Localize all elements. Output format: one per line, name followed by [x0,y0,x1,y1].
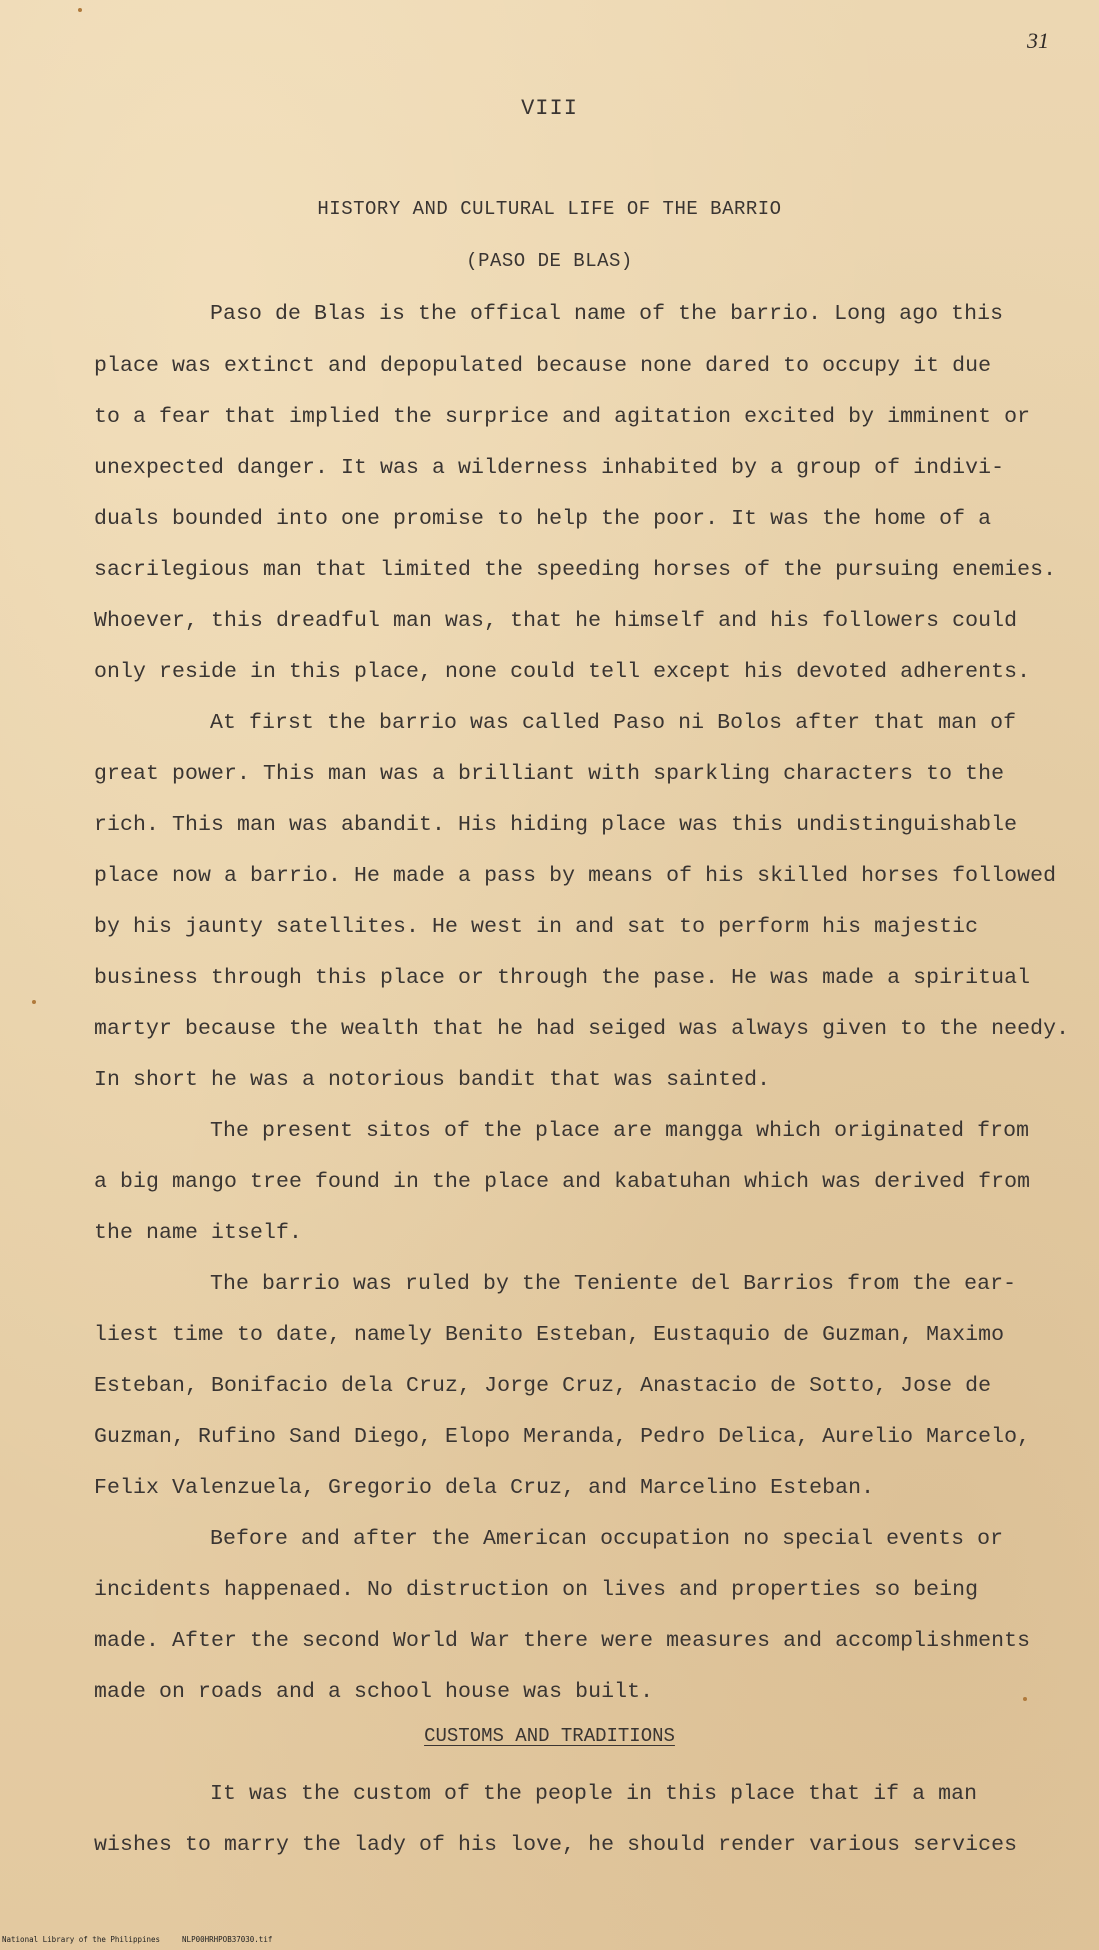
paper-speck [78,8,82,12]
footer-library: National Library of the Philippines [2,1935,161,1944]
section-heading-text: CUSTOMS AND TRADITIONS [424,1725,675,1747]
text-line: At first the barrio was called Paso ni Bolos after that man of [210,711,1017,735]
text-line: The present sitos of the place are mangga which originated from [210,1119,1030,1143]
text-line: made on roads and a school house was built. [94,1680,654,1704]
text-line: only reside in this place, none could tell except his devoted adherents. [94,660,1031,684]
text-line: liest time to date, namely Benito Esteban, Eustaquio de Guzman, Maximo [94,1323,1005,1347]
text-line: rich. This man was abandit. His hiding place was this undistinguishable [94,813,1018,837]
paper-speck [32,1000,36,1004]
text-line: unexpected danger. It was a wilderness inhabited by a group of indivi- [94,456,1005,480]
text-line: Before and after the American occupation no special events or [210,1527,1004,1551]
text-line: a big mango tree found in the place and kabatuhan which was derived from [94,1170,1031,1194]
page-number: 31 [1027,28,1049,53]
paper-speck [1023,1697,1027,1701]
section-heading [0,1725,1099,1747]
text-line: Whoever, this dreadful man was, that he himself and his followers could [94,609,1018,633]
text-line: The barrio was ruled by the Teniente del Barrios from the ear- [210,1272,1017,1296]
text-line: Esteban, Bonifacio dela Cruz, Jorge Cruz, Anastacio de Sotto, Jose de [94,1374,992,1398]
text-line: duals bounded into one promise to help the poor. It was the home of a [94,507,992,531]
page-title: HISTORY AND CULTURAL LIFE OF THE BARRIO [317,198,782,220]
text-line: business through this place or through the pase. He was made a spiritual [94,966,1031,990]
text-line: made. After the second World War there were measures and accomplishments [94,1629,1031,1653]
text-line: It was the custom of the people in this place that if a man [210,1782,978,1806]
text-line: martyr because the wealth that he had seiged was always given to the needy. [94,1017,1070,1041]
page-subtitle: (PASO DE BLAS) [466,250,633,272]
text-line: place now a barrio. He made a pass by means of his skilled horses followed [94,864,1057,888]
text-line: Guzman, Rufino Sand Diego, Elopo Meranda, Pedro Delica, Aurelio Marcelo, [94,1425,1031,1449]
text-line: Paso de Blas is the offical name of the barrio. Long ago this [210,302,1004,326]
scan-footer [2,1935,272,1944]
text-line: incidents happenaed. No distruction on lives and properties so being [94,1578,979,1602]
text-line: great power. This man was a brilliant with sparkling characters to the [94,762,1005,786]
text-line: In short he was a notorious bandit that was sainted. [94,1068,771,1092]
text-line: the name itself. [94,1221,303,1245]
text-line: wishes to marry the lady of his love, he should render various services [94,1833,1018,1857]
text-line: sacrilegious man that limited the speeding horses of the pursuing enemies. [94,558,1057,582]
text-line: by his jaunty satellites. He west in and sat to perform his majestic [94,915,979,939]
chapter-heading: VIII [521,96,578,121]
text-line: Felix Valenzuela, Gregorio dela Cruz, and Marcelino Esteban. [94,1476,875,1500]
footer-file: NLP00HRHPOB37030.tif [182,1935,273,1944]
text-line: to a fear that implied the surprice and agitation excited by imminent or [94,405,1031,429]
text-line: place was extinct and depopulated because none dared to occupy it due [94,354,992,378]
